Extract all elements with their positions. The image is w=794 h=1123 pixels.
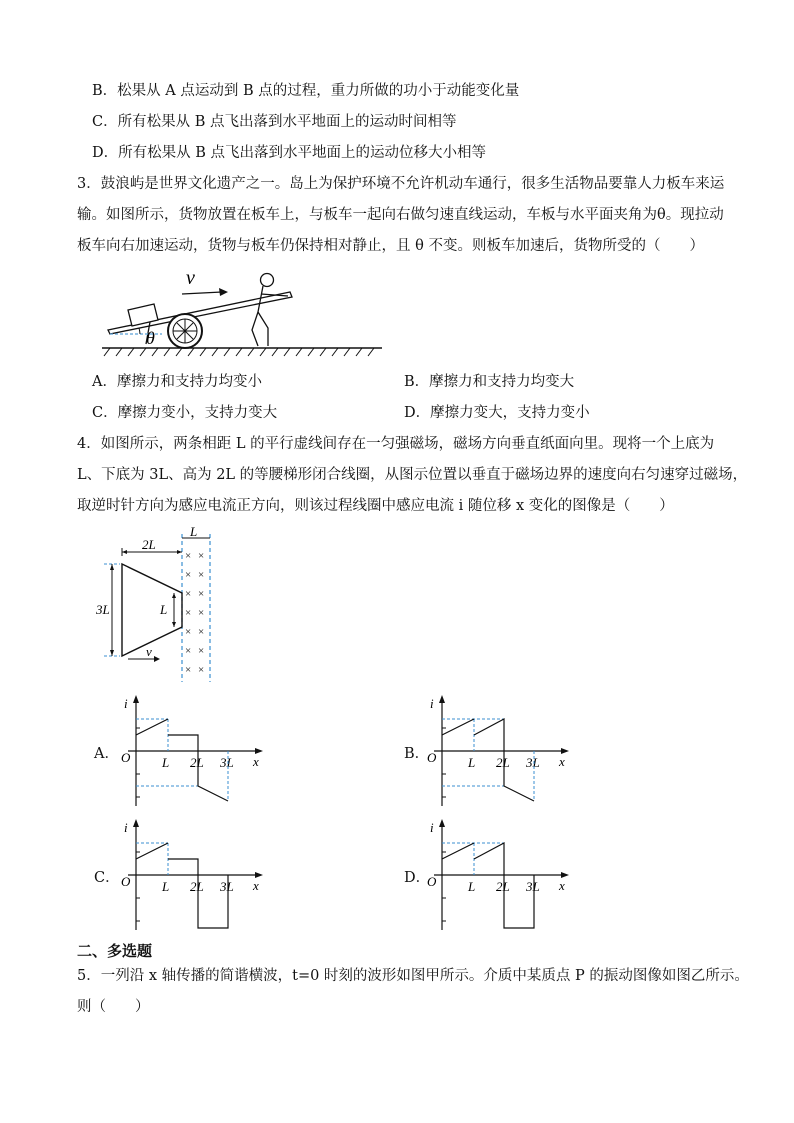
svg-text:i: i bbox=[124, 696, 128, 711]
q4-option-d-label: D． bbox=[404, 870, 431, 886]
q3-stem-line-2: 输。如图所示，货物放置在板车上，与板车一起向右做匀速直线运动，车板与水平面夹角为θ。现拉动 bbox=[77, 207, 724, 223]
svg-text:×: × bbox=[185, 626, 192, 638]
svg-text:O: O bbox=[121, 874, 131, 889]
q3-option-d: D．摩擦力变大，支持力变小 bbox=[404, 405, 590, 421]
q4-option-b-label: B． bbox=[404, 746, 430, 762]
svg-text:×: × bbox=[185, 550, 192, 562]
svg-text:L: L bbox=[162, 755, 170, 770]
svg-text:i: i bbox=[430, 696, 434, 711]
svg-text:x: x bbox=[253, 878, 259, 893]
svg-text:2L: 2L bbox=[190, 755, 204, 770]
q2-option-b: B．松果从 A 点运动到 B 点的过程，重力所做的功小于动能变化量 bbox=[92, 83, 520, 99]
svg-text:2L: 2L bbox=[496, 755, 510, 770]
q4-trapezoid-field-figure bbox=[96, 526, 226, 686]
svg-text:2L: 2L bbox=[496, 879, 510, 894]
svg-text:O: O bbox=[121, 750, 131, 765]
svg-text:×: × bbox=[185, 607, 192, 619]
svg-text:L: L bbox=[468, 879, 476, 894]
svg-text:2L: 2L bbox=[190, 879, 204, 894]
q4-top-edge-label: L bbox=[160, 602, 168, 617]
q4-stem-line-1: 4．如图所示，两条相距 L 的平行虚线间存在一匀强磁场，磁场方向垂直纸面向里。现将一个上底为 bbox=[77, 436, 715, 452]
svg-text:×: × bbox=[198, 626, 205, 638]
q4-option-c-label: C． bbox=[94, 870, 120, 886]
q3-option-c: C．摩擦力变小，支持力变大 bbox=[92, 405, 278, 421]
svg-text:x: x bbox=[559, 754, 565, 769]
svg-text:×: × bbox=[198, 569, 205, 581]
svg-text:3L: 3L bbox=[220, 879, 234, 894]
svg-text:×: × bbox=[198, 588, 205, 600]
q4-v-label: v bbox=[146, 644, 152, 659]
q4-stem-line-3: 取逆时针方向为感应电流正方向，则该过程线圈中感应电流 i 随位移 x 变化的图像是（ ） bbox=[77, 498, 674, 514]
q4-magnetic-field-crosses bbox=[185, 550, 204, 676]
svg-text:×: × bbox=[185, 645, 192, 657]
svg-text:i: i bbox=[430, 820, 434, 835]
q2-option-d: D．所有松果从 B 点飞出落到水平地面上的运动位移大小相等 bbox=[92, 145, 486, 161]
q4-field-width-label: L bbox=[190, 524, 198, 539]
q4-graph-c bbox=[118, 816, 268, 936]
svg-text:×: × bbox=[198, 664, 205, 676]
svg-text:i: i bbox=[124, 820, 128, 835]
q4-stem-line-2: L、下底为 3L、高为 2L 的等腰梯形闭合线圈，从图示位置以垂直于磁场边界的速度向右匀速穿过磁场， bbox=[77, 467, 748, 483]
svg-text:L: L bbox=[468, 755, 476, 770]
q3-stem-line-3: 板车向右加速运动，货物与板车仍保持相对静止，且 θ 不变。则板车加速后，货物所受的（ ） bbox=[77, 238, 704, 254]
q3-cart-figure bbox=[100, 264, 390, 359]
svg-text:×: × bbox=[185, 664, 192, 676]
q5-stem-line-1: 5．一列沿 x 轴传播的简谐横波，t=0 时刻的波形如图甲所示。介质中某质点 P 的振动图像如图乙所示。 bbox=[77, 968, 749, 984]
q4-graph-a bbox=[118, 692, 268, 812]
q3-theta-label: θ bbox=[146, 328, 155, 348]
svg-text:O: O bbox=[427, 874, 437, 889]
q4-width-label: 2L bbox=[142, 537, 156, 552]
q4-graph-d bbox=[424, 816, 574, 936]
svg-text:×: × bbox=[185, 588, 192, 600]
q3-v-label: v bbox=[186, 267, 195, 289]
section-heading-multiple-choice: 二、多选题 bbox=[77, 942, 153, 960]
svg-text:x: x bbox=[253, 754, 259, 769]
svg-text:3L: 3L bbox=[220, 755, 234, 770]
q3-option-b: B．摩擦力和支持力均变大 bbox=[404, 374, 575, 390]
svg-text:×: × bbox=[198, 550, 205, 562]
q2-option-c: C．所有松果从 B 点飞出落到水平地面上的运动时间相等 bbox=[92, 114, 457, 130]
svg-text:×: × bbox=[185, 569, 192, 581]
svg-text:×: × bbox=[198, 645, 205, 657]
q4-option-a-label: A． bbox=[94, 746, 119, 762]
svg-text:3L: 3L bbox=[526, 755, 540, 770]
q5-stem-line-2: 则（ ） bbox=[77, 999, 150, 1015]
svg-text:L: L bbox=[162, 879, 170, 894]
q4-graph-b bbox=[424, 692, 574, 812]
svg-text:×: × bbox=[198, 607, 205, 619]
q3-option-a: A．摩擦力和支持力均变小 bbox=[92, 374, 262, 390]
svg-text:x: x bbox=[559, 878, 565, 893]
svg-text:O: O bbox=[427, 750, 437, 765]
q3-stem-line-1: 3．鼓浪屿是世界文化遗产之一。岛上为保护环境不允许机动车通行，很多生活物品要靠人力板车来运 bbox=[77, 176, 725, 192]
svg-text:3L: 3L bbox=[526, 879, 540, 894]
q4-height-label: 3L bbox=[96, 602, 110, 617]
